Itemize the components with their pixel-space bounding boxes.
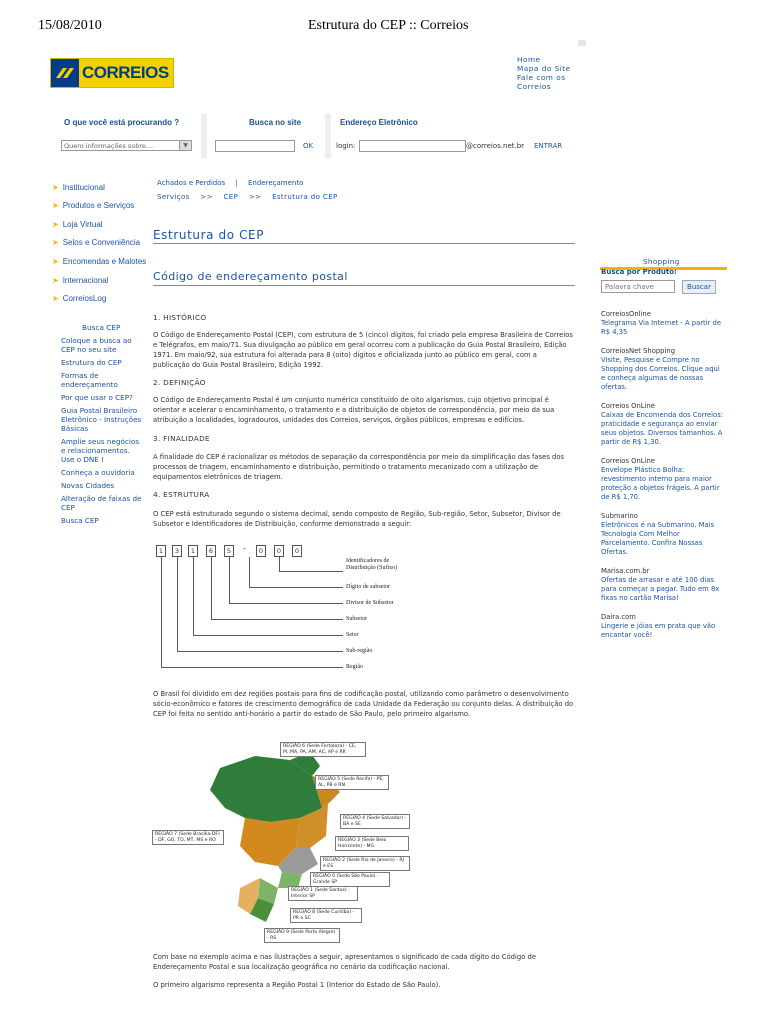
ad-title: Correios OnLine bbox=[601, 457, 655, 465]
login-input[interactable] bbox=[359, 140, 466, 152]
diagram-label: Divisor de Subsetor bbox=[346, 600, 394, 606]
section-text: O CEP está estruturado segundo o sistema decimal, sendo composto de Região, Sub-região, Setor, Subsetor, Divisor de Subsetor e Identificadores de Distribuição, conforme demonstrado a seguir: bbox=[153, 510, 561, 528]
product-search-button[interactable]: Buscar bbox=[682, 280, 716, 294]
ad-text[interactable]: Eletrônicos é na Submarino. Mais Tecnologia Com Melhor Parcelamento. Confira Nossas Ofertas. bbox=[601, 521, 715, 556]
breadcrumb-path bbox=[157, 193, 338, 201]
cep-digit: 1 bbox=[156, 545, 166, 557]
connector bbox=[161, 557, 162, 667]
ad-title: CorreiosOnline bbox=[601, 310, 651, 318]
subnav-item[interactable]: Conheça a ouvidoria bbox=[61, 468, 135, 477]
page-title: Estrutura do CEP bbox=[153, 228, 265, 242]
topic-select-value: Quero informações sobre.... bbox=[64, 142, 155, 150]
ad-item[interactable] bbox=[601, 457, 725, 502]
region-label: REGIÃO 4 (Sede Salvador) - BA e SE bbox=[340, 814, 410, 829]
topic-select[interactable] bbox=[61, 140, 192, 151]
subnav-item[interactable]: Formas de endereçamento bbox=[61, 371, 118, 389]
breadcrumb-link[interactable]: Endereçamento bbox=[248, 179, 304, 187]
correios-logo-icon bbox=[51, 59, 79, 87]
diagram-label: Dígito de subsetor bbox=[346, 584, 390, 590]
cep-structure-diagram bbox=[150, 540, 450, 680]
nav-label: Selos e Conveniência bbox=[62, 238, 141, 247]
top-corner-mark bbox=[578, 40, 586, 46]
ads-list bbox=[601, 310, 725, 640]
arrow-icon: ➤ bbox=[52, 257, 59, 266]
subtitle-rule bbox=[153, 285, 575, 286]
nav-label: Encomendas e Malotes bbox=[62, 257, 147, 266]
contact-link[interactable]: Fale com os bbox=[517, 73, 566, 82]
logo-text: CORREIOS bbox=[82, 63, 169, 82]
subnav-item[interactable]: Estrutura do CEP bbox=[61, 358, 122, 367]
subnav bbox=[61, 336, 143, 525]
subnav-item[interactable]: Busca CEP bbox=[61, 516, 99, 525]
top-links bbox=[517, 55, 571, 91]
arrow-icon: ➤ bbox=[52, 220, 59, 229]
subnav-item[interactable]: Alteração de faixas de CEP bbox=[61, 494, 142, 512]
region-label: REGIÃO 8 (Sede Curitiba) - PR e SC bbox=[290, 908, 362, 923]
contact-link-2[interactable]: Correios bbox=[517, 82, 552, 91]
site-search-input[interactable] bbox=[215, 140, 295, 152]
site-map-link[interactable]: Mapa do Site bbox=[517, 64, 571, 73]
breadcrumb bbox=[157, 179, 303, 187]
page-subtitle: Código de endereçamento postal bbox=[153, 270, 348, 283]
section-text: O Código de Endereçamento Postal é um conjunto numérico constituído de oito algarismos, cujo objetivo principal é orientar e acelerar o encaminhamento, o tratamento e a distribuição de objetos de correspondência, por meio da sua atribuição a localidades, logradouros, unidades dos Correios, serviços, órgãos públicos, empresas e edifícios. bbox=[153, 396, 555, 424]
nav-label: Internacional bbox=[62, 276, 109, 285]
connector bbox=[211, 619, 343, 620]
shopping-label[interactable]: Shopping bbox=[643, 257, 680, 266]
product-search-label: Busca por Produto: bbox=[601, 268, 677, 276]
connector bbox=[161, 667, 343, 668]
section-text: A finalidade do CEP é racionalizar os métodos de separação da correspondência por meio da simplificação das fases dos processos de triagem, encaminhamento e distribuição, permitindo o tratamento mecanizado com a utilização de equipamentos eletrônicos de triagem. bbox=[153, 453, 565, 481]
diagram-label: Setor bbox=[346, 632, 359, 638]
connector bbox=[193, 635, 343, 636]
region-label: REGIÃO 7 (Sede Brasília-DF) - DF, GO, TO, MT, MS e RO bbox=[152, 830, 224, 845]
cep-digit: 6 bbox=[206, 545, 216, 557]
ad-text[interactable]: Caixas de Encomenda dos Correios: praticidade e segurança ao enviar seus objetos. Diversos tamanhos. A partir de R$ 1,30. bbox=[601, 411, 724, 446]
breadcrumb-link[interactable]: Achados e Perdidos bbox=[157, 179, 226, 187]
nav-correioslog[interactable] bbox=[52, 294, 106, 303]
region-label: REGIÃO 9 (Sede Porto Alegre) - RS bbox=[264, 928, 340, 943]
nav-selos[interactable] bbox=[52, 238, 140, 247]
section-text: O Código de Endereçamento Postal (CEP), com estrutura de 5 (cinco) dígitos, foi criado pela empresa Brasileira de Correios e Telégrafos, em maio/71. Sua divulgação ao público em geral ocorreu com a publicação do Guia Postal Brasileiro, Edição 1971. Em maio/92, sua estrutura foi alterada para 8 (oito) dígitos e oficializada junto ao público em geral, com a publicação do Guia Postal Brasileiro, Edição 1992. bbox=[153, 331, 573, 369]
product-search-input[interactable] bbox=[601, 280, 675, 293]
ad-item[interactable] bbox=[601, 567, 725, 603]
connector bbox=[229, 603, 343, 604]
section-title: 2. DEFINIÇÃO bbox=[153, 378, 206, 387]
title-rule bbox=[153, 243, 575, 244]
region-label: REGIÃO 6 (Sede Fortaleza) - CE, PI, MA, PA, AM, AC, AP e RR bbox=[280, 742, 366, 757]
section-text: O Brasil foi dividido em dez regiões postais para fins de codificação postal, utilizando como parâmetro o desenvolvimento sócio-econômico e fatores de crescimento demográfico de cada Unidade da Federação ou conjunto delas. A distribuição do CEP foi feita no sentido anti-horário a partir do estado de São Paulo, pelo primeiro algarismo. bbox=[153, 690, 574, 718]
connector bbox=[229, 557, 230, 603]
ad-title: Submarino bbox=[601, 512, 638, 520]
email-heading: Endereço Eletrônico bbox=[340, 118, 418, 127]
breadcrumb-sep: | bbox=[235, 179, 238, 187]
section-text: Com base no exemplo acima e nas ilustrações a seguir, apresentamos o significado de cada dígito do Código de Endereçamento Postal e sua localização geográfica no cenário da codificação nacional. bbox=[153, 953, 537, 971]
login-label: login: bbox=[336, 142, 356, 150]
arrow-icon: ➤ bbox=[52, 183, 59, 192]
divider bbox=[325, 114, 331, 158]
nav-encomendas[interactable] bbox=[52, 257, 146, 266]
breadcrumb-sep: >> bbox=[248, 193, 262, 201]
section-title: 4. ESTRUTURA bbox=[153, 490, 210, 499]
arrow-icon: ➤ bbox=[52, 201, 59, 210]
nav-label: Institucional bbox=[62, 183, 105, 192]
nav-produtos[interactable] bbox=[52, 201, 134, 210]
breadcrumb-current: Estrutura do CEP bbox=[272, 193, 338, 201]
ok-button[interactable]: OK bbox=[303, 142, 314, 150]
subnav-item[interactable]: Por que usar o CEP? bbox=[61, 393, 133, 402]
breadcrumb-sep: >> bbox=[200, 193, 213, 201]
cep-digit: 3 bbox=[172, 545, 182, 557]
diagram-label: Subsetor bbox=[346, 616, 367, 622]
region-label: REGIÃO 1 (Sede Santos) - Interior SP bbox=[288, 886, 358, 901]
diagram-label: Sub-região bbox=[346, 648, 373, 654]
enter-button[interactable]: ENTRAR bbox=[534, 142, 563, 150]
ad-text[interactable]: Telegrama Via Internet - A partir de R$ 4,35 bbox=[601, 319, 722, 336]
home-link[interactable]: Home bbox=[517, 55, 541, 64]
subnav-item[interactable]: Novas Cidades bbox=[61, 481, 115, 490]
nav-label: Loja Virtual bbox=[62, 220, 103, 229]
connector bbox=[211, 557, 212, 619]
region-label: REGIÃO 2 (Sede Rio de Janeiro) - RJ e ES bbox=[320, 856, 410, 871]
chevron-down-icon[interactable]: ▼ bbox=[179, 141, 191, 150]
region-label: REGIÃO 5 (Sede Recife) - PE, AL, PB e RN bbox=[315, 775, 389, 790]
nav-label: Produtos e Serviços bbox=[62, 201, 135, 210]
cep-digit: 1 bbox=[188, 545, 198, 557]
subnav-item[interactable]: Amplie seus negócios e relacionamentos. Use o DNE ! bbox=[61, 437, 139, 464]
connector bbox=[177, 651, 343, 652]
print-date: 15/08/2010 bbox=[38, 18, 102, 33]
cep-digit: 0 bbox=[292, 545, 302, 557]
subnav-item[interactable]: Coloque a busca ao CEP no seu site bbox=[61, 336, 132, 354]
nav-label: CorreiosLog bbox=[62, 294, 107, 303]
connector bbox=[279, 571, 343, 572]
ad-item[interactable] bbox=[601, 613, 725, 640]
region-label: REGIÃO 0 (Sede São Paulo) - Grande SP bbox=[310, 872, 390, 887]
ad-title: Correios OnLine bbox=[601, 402, 655, 410]
ad-title: Daira.com bbox=[601, 613, 636, 621]
ad-item[interactable] bbox=[601, 310, 725, 337]
nav-internacional[interactable] bbox=[52, 276, 109, 285]
divider bbox=[201, 114, 207, 158]
ad-item[interactable] bbox=[601, 512, 725, 557]
ad-title: Marisa.com.br bbox=[601, 567, 650, 575]
section-title: 1. HISTÓRICO bbox=[153, 313, 207, 322]
connector bbox=[249, 587, 343, 588]
ad-text[interactable]: Envelope Plástico Bolha: revestimento interno para maior proteção a objetos frágeis. A partir de R$ 1,70. bbox=[601, 466, 720, 501]
search-heading: O que você está procurando ? bbox=[64, 118, 180, 127]
ad-text[interactable]: Visite, Pesquise e Compre no Shopping dos Correios. Clique aqui e conheça algumas de nossas ofertas. bbox=[601, 356, 720, 391]
breadcrumb-link[interactable]: CEP bbox=[223, 193, 239, 201]
cep-dash: - bbox=[243, 544, 246, 553]
cep-digit: 5 bbox=[224, 545, 234, 557]
subnav-item[interactable]: Guia Postal Brasileiro Eletrônico - Instruções Básicas bbox=[61, 406, 142, 433]
ad-item[interactable] bbox=[601, 347, 725, 392]
correios-logo[interactable] bbox=[50, 58, 174, 88]
diagram-label: Região bbox=[346, 664, 363, 670]
brazil-region-map bbox=[150, 738, 420, 948]
connector bbox=[177, 557, 178, 651]
section-text: O primeiro algarismo representa a Região Postal 1 (Interior do Estado de São Paulo). bbox=[153, 981, 441, 989]
diagram-label: Identificadores de Distribuição (Sufixo) bbox=[346, 558, 398, 571]
cep-digit: 0 bbox=[274, 545, 284, 557]
cep-digit: 0 bbox=[256, 545, 266, 557]
ad-text[interactable]: Lingerie e jóias em prata que vão encantar você! bbox=[601, 622, 716, 639]
section-title: 3. FINALIDADE bbox=[153, 434, 210, 443]
breadcrumb-link[interactable]: Serviços bbox=[157, 193, 190, 201]
region-label: REGIÃO 3 (Sede Belo Horizonte) - MG bbox=[335, 836, 409, 851]
connector bbox=[249, 557, 250, 587]
site-search-heading: Busca no site bbox=[249, 118, 302, 127]
subnav-title: Busca CEP bbox=[82, 323, 121, 332]
email-domain: @correios.net.br bbox=[466, 142, 525, 150]
arrow-icon: ➤ bbox=[52, 238, 59, 247]
nav-loja-virtual[interactable] bbox=[52, 220, 103, 229]
ad-text[interactable]: Ofertas de arrasar e até 100 dias para começar a pagar. Tudo em 8x fixas no cartão Marisa! bbox=[601, 576, 720, 602]
connector bbox=[279, 557, 280, 571]
ad-item[interactable] bbox=[601, 402, 725, 447]
ad-title: CorreiosNet Shopping bbox=[601, 347, 676, 355]
connector bbox=[193, 557, 194, 635]
print-title: Estrutura do CEP :: Correios bbox=[308, 18, 469, 33]
arrow-icon: ➤ bbox=[52, 276, 59, 285]
nav-institucional[interactable] bbox=[52, 183, 105, 192]
arrow-icon: ➤ bbox=[52, 294, 59, 303]
